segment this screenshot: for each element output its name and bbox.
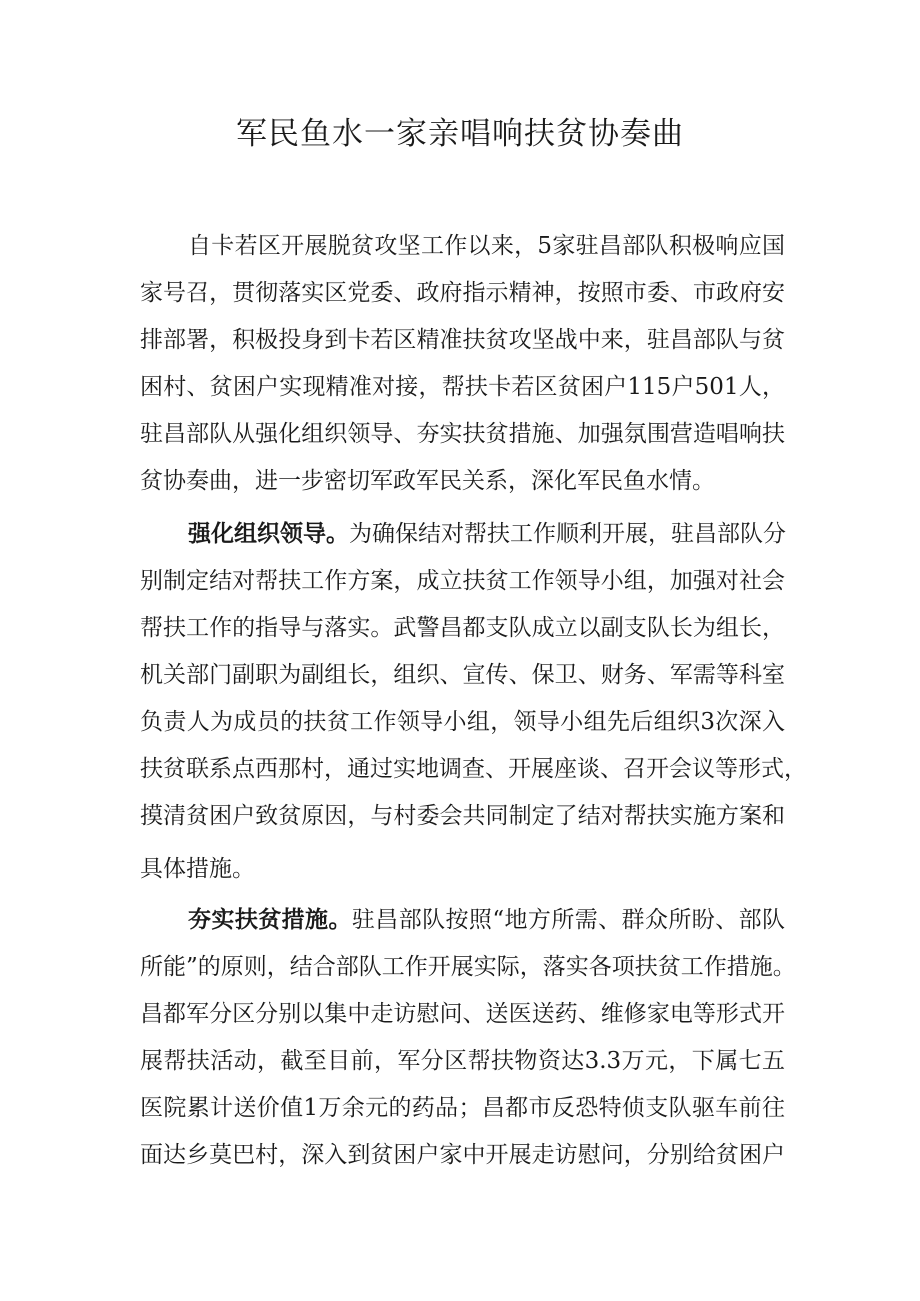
paragraph-3-line: 医院累计送价值1万余元的药品；昌都市反恐特侦支队驱车前往 — [140, 1095, 785, 1121]
paragraph-2-line: 摸清贫困户致贫原因，与村委会共同制定了结对帮扶实施方案和 — [140, 803, 785, 829]
paragraph-1-line: 自卡若区开展脱贫攻坚工作以来，5家驻昌部队积极响应国 — [188, 233, 785, 259]
paragraph-2-line: 具体措施。 — [140, 856, 255, 882]
paragraph-2-first-line-text: 为确保结对帮扶工作顺利开展，驻昌部队分 — [349, 521, 786, 547]
paragraph-2-line: 负责人为成员的扶贫工作领导小组，领导小组先后组织3次深入 — [140, 709, 785, 735]
paragraph-3-first-line-text: 驻昌部队按照“地方所需、群众所盼、部队 — [351, 907, 786, 933]
paragraph-2-line: 帮扶工作的指导与落实。武警昌都支队成立以副支队长为组长， — [140, 615, 785, 641]
paragraph-1-line: 排部署，积极投身到卡若区精准扶贫攻坚战中来，驻昌部队与贫 — [140, 327, 785, 353]
paragraph-3-line: 昌都军分区分别以集中走访慰问、送医送药、维修家电等形式开 — [140, 1001, 785, 1027]
paragraph-1-line: 家号召，贯彻落实区党委、政府指示精神，按照市委、市政府安 — [140, 280, 785, 306]
paragraph-2-line: 扶贫联系点西那村，通过实地调查、开展座谈、召开会议等形式， — [140, 756, 807, 782]
paragraph-2-line: 别制定结对帮扶工作方案，成立扶贫工作领导小组，加强对社会 — [140, 568, 785, 594]
paragraph-2-line: 机关部门副职为副组长，组织、宣传、保卫、财务、军需等科室 — [140, 662, 785, 688]
paragraph-1-line: 驻昌部队从强化组织领导、夯实扶贫措施、加强氛围营造唱响扶 — [140, 421, 785, 447]
paragraph-3-first-line — [188, 900, 785, 940]
paragraph-3-line: 面达乡莫巴村，深入到贫困户家中开展走访慰问，分别给贫困户 — [140, 1142, 785, 1168]
document-title: 军民鱼水一家亲唱响扶贫协奏曲 — [236, 116, 684, 152]
paragraph-1-line: 贫协奏曲，进一步密切军政军民关系，深化军民鱼水情。 — [140, 468, 715, 494]
paragraph-3-line: 所能”的原则，结合部队工作开展实际，落实各项扶贫工作措施。 — [140, 954, 796, 980]
section-heading-measures: 夯实扶贫措施。 — [188, 907, 352, 933]
paragraph-3-line: 展帮扶活动，截至目前，军分区帮扶物资达3.3万元，下属七五 — [140, 1048, 785, 1074]
paragraph-2-first-line — [188, 514, 785, 554]
paragraph-1-line: 困村、贫困户实现精准对接，帮扶卡若区贫困户115户501人， — [140, 374, 785, 400]
section-heading-organization: 强化组织领导。 — [188, 521, 349, 547]
